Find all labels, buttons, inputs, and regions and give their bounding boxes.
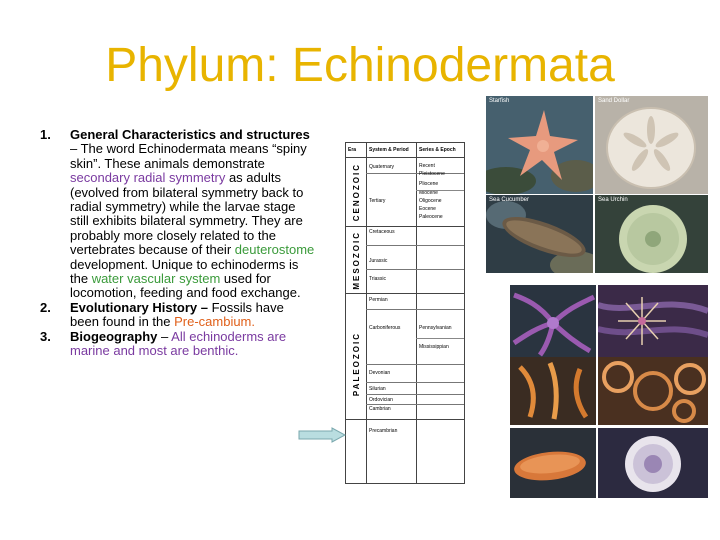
epoch-label: Pennsylvanian <box>419 325 452 331</box>
list-item-2 <box>40 301 315 330</box>
period-label: Cretaceous <box>369 229 395 235</box>
orange-cucumber-photo <box>510 428 596 498</box>
content-list <box>40 128 315 359</box>
sea-star-purple-photo <box>598 428 708 498</box>
item-heading: Biogeography <box>70 328 158 344</box>
sea-cucumber-photo <box>486 195 593 273</box>
table-header: System & Period <box>369 147 409 153</box>
highlight-text: Pre-cambium. <box>174 314 256 330</box>
epoch-label: Recent <box>419 163 435 169</box>
sea-cucumber-icon <box>486 195 593 273</box>
sea-urchin-icon <box>595 195 708 273</box>
sand-dollar-icon <box>595 96 708 194</box>
epoch-label: Eocene <box>419 206 436 212</box>
period-label: Carboniferous <box>369 325 401 331</box>
orange-star-photo <box>510 357 596 425</box>
photo-caption: Starfish <box>489 98 510 104</box>
period-label: Precambrian <box>369 428 398 434</box>
highlight-text: secondary radial symmetry <box>70 170 226 186</box>
period-label: Ordovician <box>369 397 393 403</box>
epoch-label: Pliocene <box>419 181 439 187</box>
basket-star-photo <box>598 357 708 425</box>
table-header: Series & Epoch <box>419 147 456 153</box>
item-text: as adults (evolved from bilateral symmetry back to radial symmetry) while the larvae stage still exhibits bilateral symmetry. They are probably more closely related to the vertebrates because of their <box>70 170 304 258</box>
period-label: Tertiary <box>369 198 386 204</box>
period-label: Triassic <box>369 276 387 282</box>
sand-dollar-photo <box>595 96 708 194</box>
orange-cucumber-icon <box>510 428 596 498</box>
arrow-right-icon <box>298 427 346 443</box>
period-label: Quaternary <box>369 164 395 170</box>
starfish-icon <box>486 96 593 194</box>
era-label: PALEOZOIC <box>351 331 361 397</box>
urchin-test-icon <box>598 428 708 498</box>
epoch-label: Pleistocene <box>419 171 445 177</box>
table-header: Era <box>348 147 357 153</box>
item-text: development. Unique to echinoderms is the <box>70 256 299 287</box>
orange-star-icon <box>510 357 596 425</box>
item-text: – <box>157 328 172 344</box>
epoch-label: Mississippian <box>419 344 449 350</box>
brittle-star-icon <box>510 285 596 357</box>
sea-urchin-photo <box>595 195 708 273</box>
era-label: MESOZOIC <box>351 230 361 290</box>
period-label: Devonian <box>369 370 391 376</box>
highlight-text: All echinoderms are marine and most are benthic. <box>70 328 287 359</box>
epoch-label: Paleocene <box>419 214 443 220</box>
period-label: Silurian <box>369 386 386 392</box>
photo-caption: Sand Dollar <box>598 98 630 104</box>
basket-star-icon <box>598 357 708 425</box>
era-label: CENOZOIC <box>351 162 361 222</box>
brittle-star-photo <box>510 285 596 357</box>
epoch-label: Oligocene <box>419 198 442 204</box>
epoch-label: Miocene <box>419 190 438 196</box>
highlight-text: water vascular system <box>91 271 221 287</box>
period-label: Cambrian <box>369 406 391 412</box>
item-number: 1. <box>40 127 51 142</box>
item-heading: General Characteristics and structures <box>70 127 310 142</box>
list-item-3 <box>40 330 315 359</box>
geologic-time-table <box>345 142 465 484</box>
photo-caption: Sea Cucumber <box>489 197 530 203</box>
item-text: Fossils have been found in the <box>70 299 284 330</box>
starfish-photo <box>486 96 593 194</box>
slide-title: Phylum: Echinodermata <box>105 39 615 92</box>
list-item-1 <box>40 128 315 301</box>
item-text: used for locomotion, feeding and food exchange. <box>70 271 301 301</box>
item-text: – The word Echinodermata means “spiny skin”. These animals demonstrate <box>70 141 307 171</box>
item-heading: Evolutionary History – <box>70 299 208 315</box>
item-number: 3. <box>40 328 51 344</box>
period-label: Permian <box>369 297 388 303</box>
feather-star-icon <box>598 285 708 357</box>
feather-star-photo <box>598 285 708 357</box>
item-number: 2. <box>40 299 51 315</box>
period-label: Jurassic <box>369 258 388 264</box>
photo-caption: Sea Urchin <box>598 197 628 203</box>
highlight-text: deuterostome <box>234 242 315 258</box>
